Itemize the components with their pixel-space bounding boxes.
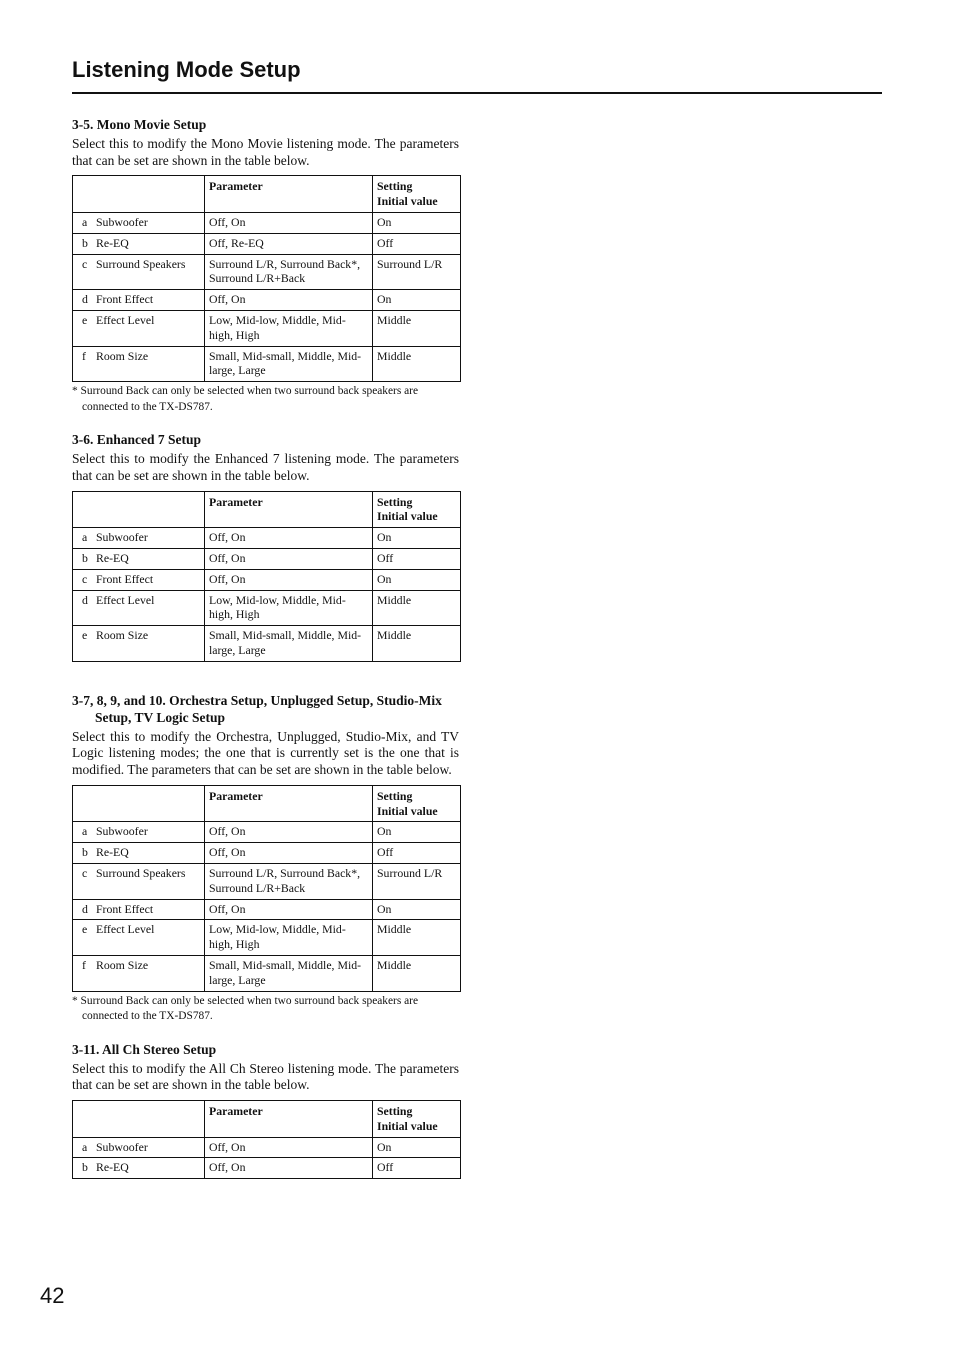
table-row [73, 310, 461, 346]
parameter-name: Subwoofer [96, 1139, 148, 1154]
row-letter: e [82, 628, 88, 643]
row-letter: c [82, 256, 88, 271]
table-header-row [73, 1101, 461, 1138]
setting-options: Surround L/R, Surround Back*, Surround L/R+Back [205, 864, 373, 900]
row-letter: f [82, 958, 86, 973]
table-row [73, 1158, 461, 1179]
table-header-row [73, 176, 461, 213]
row-letter: a [82, 215, 88, 229]
parameter-name-cell [73, 843, 205, 864]
parameter-name: Effect Level [96, 592, 155, 607]
initial-value: Middle [373, 626, 461, 662]
table-row [73, 590, 461, 626]
section-enhanced-7-setup [72, 431, 459, 662]
header-setting-label: Setting [377, 1104, 413, 1119]
header-blank-cell [73, 491, 205, 528]
setting-options: Low, Mid-low, Middle, Mid-high, High [205, 310, 373, 346]
parameter-name-cell [73, 920, 205, 956]
table-row [73, 626, 461, 662]
initial-value: On [373, 822, 461, 843]
parameter-name: Front Effect [96, 292, 154, 307]
setting-options: Small, Mid-small, Middle, Mid-large, Large [205, 626, 373, 662]
parameter-name: Effect Level [96, 312, 155, 327]
initial-value: On [373, 290, 461, 311]
header-setting [373, 785, 461, 822]
initial-value: Off [373, 548, 461, 569]
header-parameter: Parameter [205, 491, 373, 528]
section-intro: Select this to modify the All Ch Stereo listening mode. The parameters that can be set are shown in the table below. [72, 1060, 459, 1093]
row-letter: e [82, 922, 88, 937]
parameter-name: Surround Speakers [96, 866, 186, 881]
parameter-name-cell [73, 310, 205, 346]
parameter-name-cell [73, 346, 205, 382]
table-row [73, 233, 461, 254]
parameter-table [72, 1100, 461, 1179]
parameter-name: Effect Level [96, 922, 155, 937]
initial-value: Middle [373, 310, 461, 346]
row-letter: a [82, 530, 88, 545]
header-setting-label: Setting [377, 494, 413, 509]
header-blank-cell [73, 1101, 205, 1138]
row-letter: d [82, 901, 88, 916]
initial-value: Middle [373, 956, 461, 992]
setting-options: Off, On [205, 290, 373, 311]
table-row [73, 1137, 461, 1158]
row-letter: c [82, 866, 88, 881]
initial-value: Surround L/R [373, 864, 461, 900]
section-heading: 3-5. Mono Movie Setup [72, 117, 207, 132]
parameter-name: Re-EQ [96, 550, 129, 565]
header-parameter: Parameter [205, 176, 373, 213]
section-intro: Select this to modify the Mono Movie listening mode. The parameters that can be set are shown in the table below. [72, 136, 459, 168]
setting-options: Off, On [205, 843, 373, 864]
parameter-name: Room Size [96, 348, 149, 363]
table-row [73, 346, 461, 382]
parameter-table [72, 491, 461, 662]
setting-options: Off, On [205, 213, 373, 234]
initial-value: Middle [373, 590, 461, 626]
initial-value: Off [373, 233, 461, 254]
header-setting-label: Setting [377, 179, 413, 194]
page-title: Listening Mode Setup [72, 57, 301, 82]
table-row [73, 864, 461, 900]
table-row [73, 843, 461, 864]
parameter-name-cell [73, 213, 205, 234]
parameter-name: Re-EQ [96, 1160, 129, 1175]
section-all-ch-stereo-setup [72, 1041, 459, 1180]
header-setting-label: Setting [377, 788, 413, 803]
parameter-table [72, 785, 461, 992]
setting-options: Off, On [205, 899, 373, 920]
table-row [73, 528, 461, 549]
setting-options: Off, On [205, 1158, 373, 1179]
setting-options: Off, On [205, 822, 373, 843]
parameter-name-cell [73, 528, 205, 549]
setting-options: Low, Mid-low, Middle, Mid-high, High [205, 920, 373, 956]
parameter-name: Surround Speakers [96, 256, 186, 271]
section-mono-movie-setup [72, 116, 459, 415]
row-letter: a [82, 1139, 88, 1154]
table-row [73, 822, 461, 843]
parameter-name-cell [73, 290, 205, 311]
header-initial-value-label: Initial value [377, 803, 438, 818]
section-heading: 3-11. All Ch Stereo Setup [72, 1041, 217, 1057]
initial-value: On [373, 899, 461, 920]
row-letter: a [82, 824, 88, 839]
row-letter: f [82, 348, 86, 363]
section-heading: 3-7, 8, 9, and 10. Orchestra Setup, Unplugged Setup, Studio-Mix Setup, TV Logic Setup [72, 692, 442, 725]
parameter-name: Room Size [96, 958, 149, 973]
parameter-name-cell [73, 569, 205, 590]
header-blank-cell [73, 176, 205, 213]
parameter-table [72, 175, 461, 382]
initial-value: Middle [373, 346, 461, 382]
header-initial-value-label: Initial value [377, 194, 438, 209]
parameter-name: Subwoofer [96, 824, 148, 839]
page-number: 42 [40, 1283, 65, 1308]
section-orchestra-unplugged-studio-mix-tv-logic-setup [72, 692, 459, 1025]
initial-value: On [373, 213, 461, 234]
table-row [73, 548, 461, 569]
parameter-name-cell [73, 590, 205, 626]
parameter-name-cell [73, 864, 205, 900]
table-footnote: * Surround Back can only be selected when two surround back speakers are connected to the TX-DS787. [72, 994, 419, 1023]
setting-options: Low, Mid-low, Middle, Mid-high, High [205, 590, 373, 626]
initial-value: Surround L/R [373, 254, 461, 290]
section-intro: Select this to modify the Orchestra, Unplugged, Studio-Mix, and TV Logic listening modes; the one that is currently set is the one that is modified. The parameters that can be set are shown in the table below. [72, 728, 459, 778]
header-blank-cell [73, 785, 205, 822]
table-row [73, 956, 461, 992]
initial-value: On [373, 1137, 461, 1158]
parameter-name: Subwoofer [96, 530, 148, 545]
section-heading: 3-6. Enhanced 7 Setup [72, 432, 202, 448]
header-parameter: Parameter [205, 785, 373, 822]
setting-options: Small, Mid-small, Middle, Mid-large, Large [205, 956, 373, 992]
parameter-name-cell [73, 822, 205, 843]
table-row [73, 290, 461, 311]
table-footnote: * Surround Back can only be selected when two surround back speakers are connected to the TX-DS787. [72, 385, 419, 413]
header-parameter: Parameter [205, 1101, 373, 1138]
header-initial-value-label: Initial value [377, 509, 438, 524]
row-letter: c [82, 571, 88, 586]
initial-value: Middle [373, 920, 461, 956]
setting-options: Off, On [205, 1137, 373, 1158]
parameter-name-cell [73, 1137, 205, 1158]
initial-value: On [373, 528, 461, 549]
parameter-name-cell [73, 548, 205, 569]
setting-options: Surround L/R, Surround Back*, Surround L/R+Back [205, 254, 373, 290]
parameter-name-cell [73, 233, 205, 254]
table-row [73, 920, 461, 956]
row-letter: d [82, 592, 88, 607]
initial-value: Off [373, 1158, 461, 1179]
row-letter: b [82, 235, 88, 250]
table-row [73, 254, 461, 290]
section-intro: Select this to modify the Enhanced 7 listening mode. The parameters that can be set are shown in the table below. [72, 451, 459, 483]
table-header-row [73, 785, 461, 822]
row-letter: b [82, 1160, 88, 1175]
parameter-name-cell [73, 626, 205, 662]
row-letter: b [82, 845, 88, 860]
table-row [73, 569, 461, 590]
initial-value: On [373, 569, 461, 590]
parameter-name-cell [73, 899, 205, 920]
header-setting [373, 491, 461, 528]
table-row [73, 213, 461, 234]
setting-options: Off, On [205, 528, 373, 549]
table-row [73, 899, 461, 920]
parameter-name-cell [73, 1158, 205, 1179]
parameter-name: Subwoofer [96, 215, 148, 229]
parameter-name: Front Effect [96, 901, 154, 916]
parameter-name-cell [73, 956, 205, 992]
parameter-name: Re-EQ [96, 845, 129, 860]
header-initial-value-label: Initial value [377, 1118, 438, 1133]
table-header-row [73, 491, 461, 528]
row-letter: d [82, 292, 88, 307]
parameter-name: Room Size [96, 628, 149, 643]
setting-options: Off, Re-EQ [205, 233, 373, 254]
content-column [72, 116, 459, 1179]
header-setting [373, 1101, 461, 1138]
parameter-name: Re-EQ [96, 235, 129, 250]
initial-value: Off [373, 843, 461, 864]
parameter-name: Front Effect [96, 571, 154, 586]
header-setting [373, 176, 461, 213]
page-header [72, 56, 882, 94]
parameter-name-cell [73, 254, 205, 290]
setting-options: Off, On [205, 548, 373, 569]
row-letter: b [82, 550, 88, 565]
row-letter: e [82, 312, 88, 327]
setting-options: Off, On [205, 569, 373, 590]
setting-options: Small, Mid-small, Middle, Mid-large, Large [205, 346, 373, 382]
